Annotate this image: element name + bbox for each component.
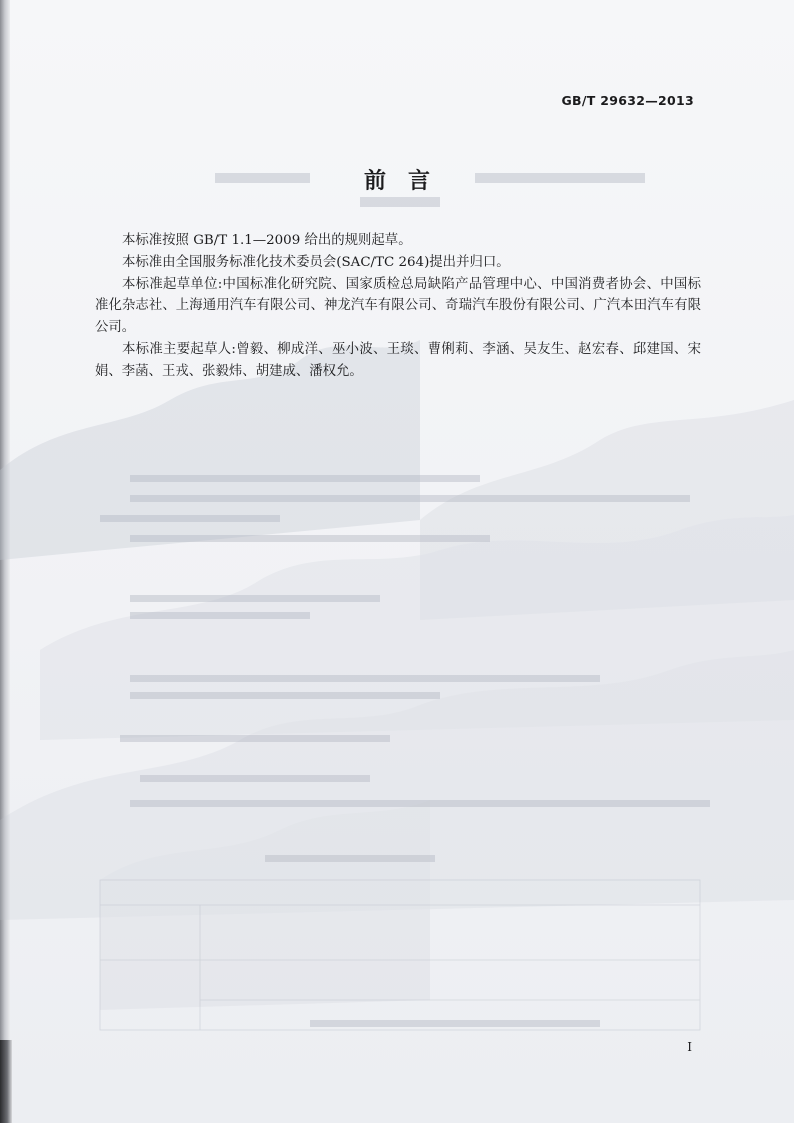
standard-code: GB/T 29632—2013	[561, 93, 694, 108]
page-number: I	[687, 1040, 692, 1054]
foreword-body	[95, 230, 701, 383]
page-binding-shadow	[0, 1040, 12, 1123]
paragraph-drafting-rules: 本标准按照 GB/T 1.1—2009 给出的规则起草。	[122, 233, 412, 248]
paragraph-drafting-units: 本标准起草单位:中国标准化研究院、国家质检总局缺陷产品管理中心、中国消费者协会、中国标准化杂志社、上海通用汽车有限公司、神龙汽车有限公司、奇瑞汽车股份有限公司、广汽本田汽车有限公司。	[95, 276, 701, 336]
paragraph-proposer: 本标准由全国服务标准化技术委员会(SAC/TC 264)提出并归口。	[122, 254, 510, 270]
section-title: 前言	[363, 168, 452, 194]
paragraph-drafters: 本标准主要起草人:曾毅、柳成洋、巫小波、王琰、曹俐莉、李涵、吴友生、赵宏春、邱建国、宋娟、李菡、王戎、张毅炜、胡建成、潘权允。	[95, 341, 701, 379]
